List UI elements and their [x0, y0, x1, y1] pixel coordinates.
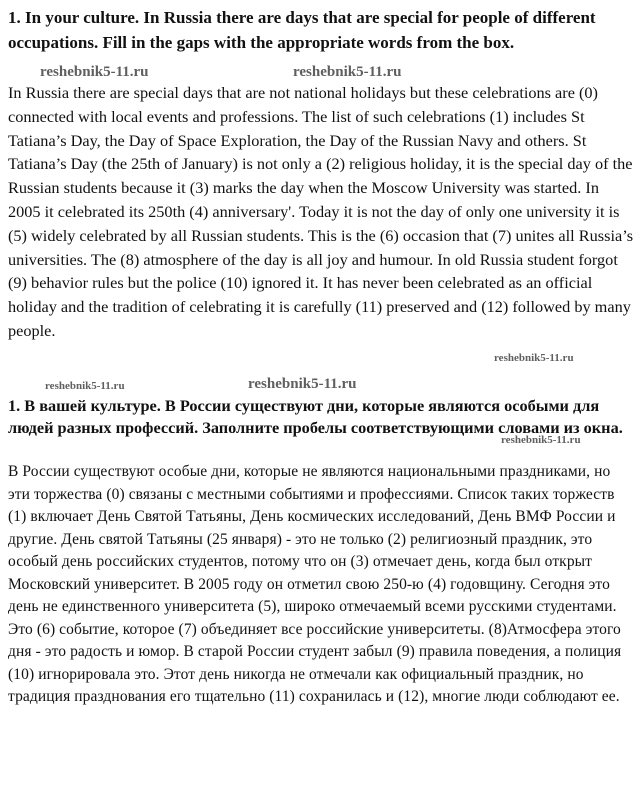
watermark-text: reshebnik5-11.ru: [248, 376, 357, 392]
watermark-text: reshebnik5-11.ru: [45, 380, 125, 392]
watermark-text: reshebnik5-11.ru: [494, 352, 574, 364]
watermark-text: reshebnik5-11.ru: [501, 434, 581, 446]
russian-paragraph: В России существуют особые дни, которые не являются национальными праздниками, но эти торжества (0) связаны с местными событиями и профессиями. Список таких торжеств (1) включает День Святой Татьяны, День космических исследований, День ВМФ России и другие. День святой Татьяны (25 января) - это не только (2) религиозный праздник, это особый день российских студентов, потому что он (3) отмечает день, когда был открыт Московский университет. В 2005 году он отметил свою 250-ю (4) годовщину. Сегодня это день не единственного университета (5), широко отмечаемый всеми русскими студентами. Это (6) событие, которое (7) объединяет все российские университеты. (8)Атмосфера этого дня - это радость и юмор. В старой России студент забыл (9) правила поведения, а полиция (10) игнорировала это. Этот день никогда не отмечали как официальный праздник, но традиция празднования его тщательно (11) сохранилась и (12), многие люди соблюдают ее.: [8, 463, 622, 705]
english-paragraph: In Russia there are special days that are not national holidays but these celebrations are (0) connected with local events and professions. The list of such celebrations (1) includes St Tatiana’s Day, the Day of Space Exploration, the Day of the Russian Navy and others. St Tatiana’s Day (the 25th of January) is not only a (2) religious holiday, it is the special day of the Russian students because it (3) marks the day when the Moscow University was started. In 2005 it celebrated its 250th (4) anniversary'. Today it is not the day of only one university it is (5) widely celebrated by all Russian students. This is the (6) occasion that (7) unites all Russia’s universities. The (8) atmosphere of the day is all joy and humour. In old Russia student forgot (9) behavior rules but the police (10) ignored it. It has never been celebrated as an official holiday and the tradition of celebrating it is carefully (11) preserved and (12) followed by many people.: [8, 83, 634, 340]
watermark-text: reshebnik5-11.ru: [293, 64, 402, 80]
russian-heading: 1. В вашей культуре. В России существуют дни, которые являются особыми для людей разных профессий. Заполните пробелы соответствующими словами из окна.: [8, 396, 623, 437]
watermark-text: reshebnik5-11.ru: [40, 64, 149, 80]
english-heading: 1. In your culture. In Russia there are days that are special for people of different occupations. Fill in the gaps with the appropriate words from the box.: [8, 8, 596, 52]
